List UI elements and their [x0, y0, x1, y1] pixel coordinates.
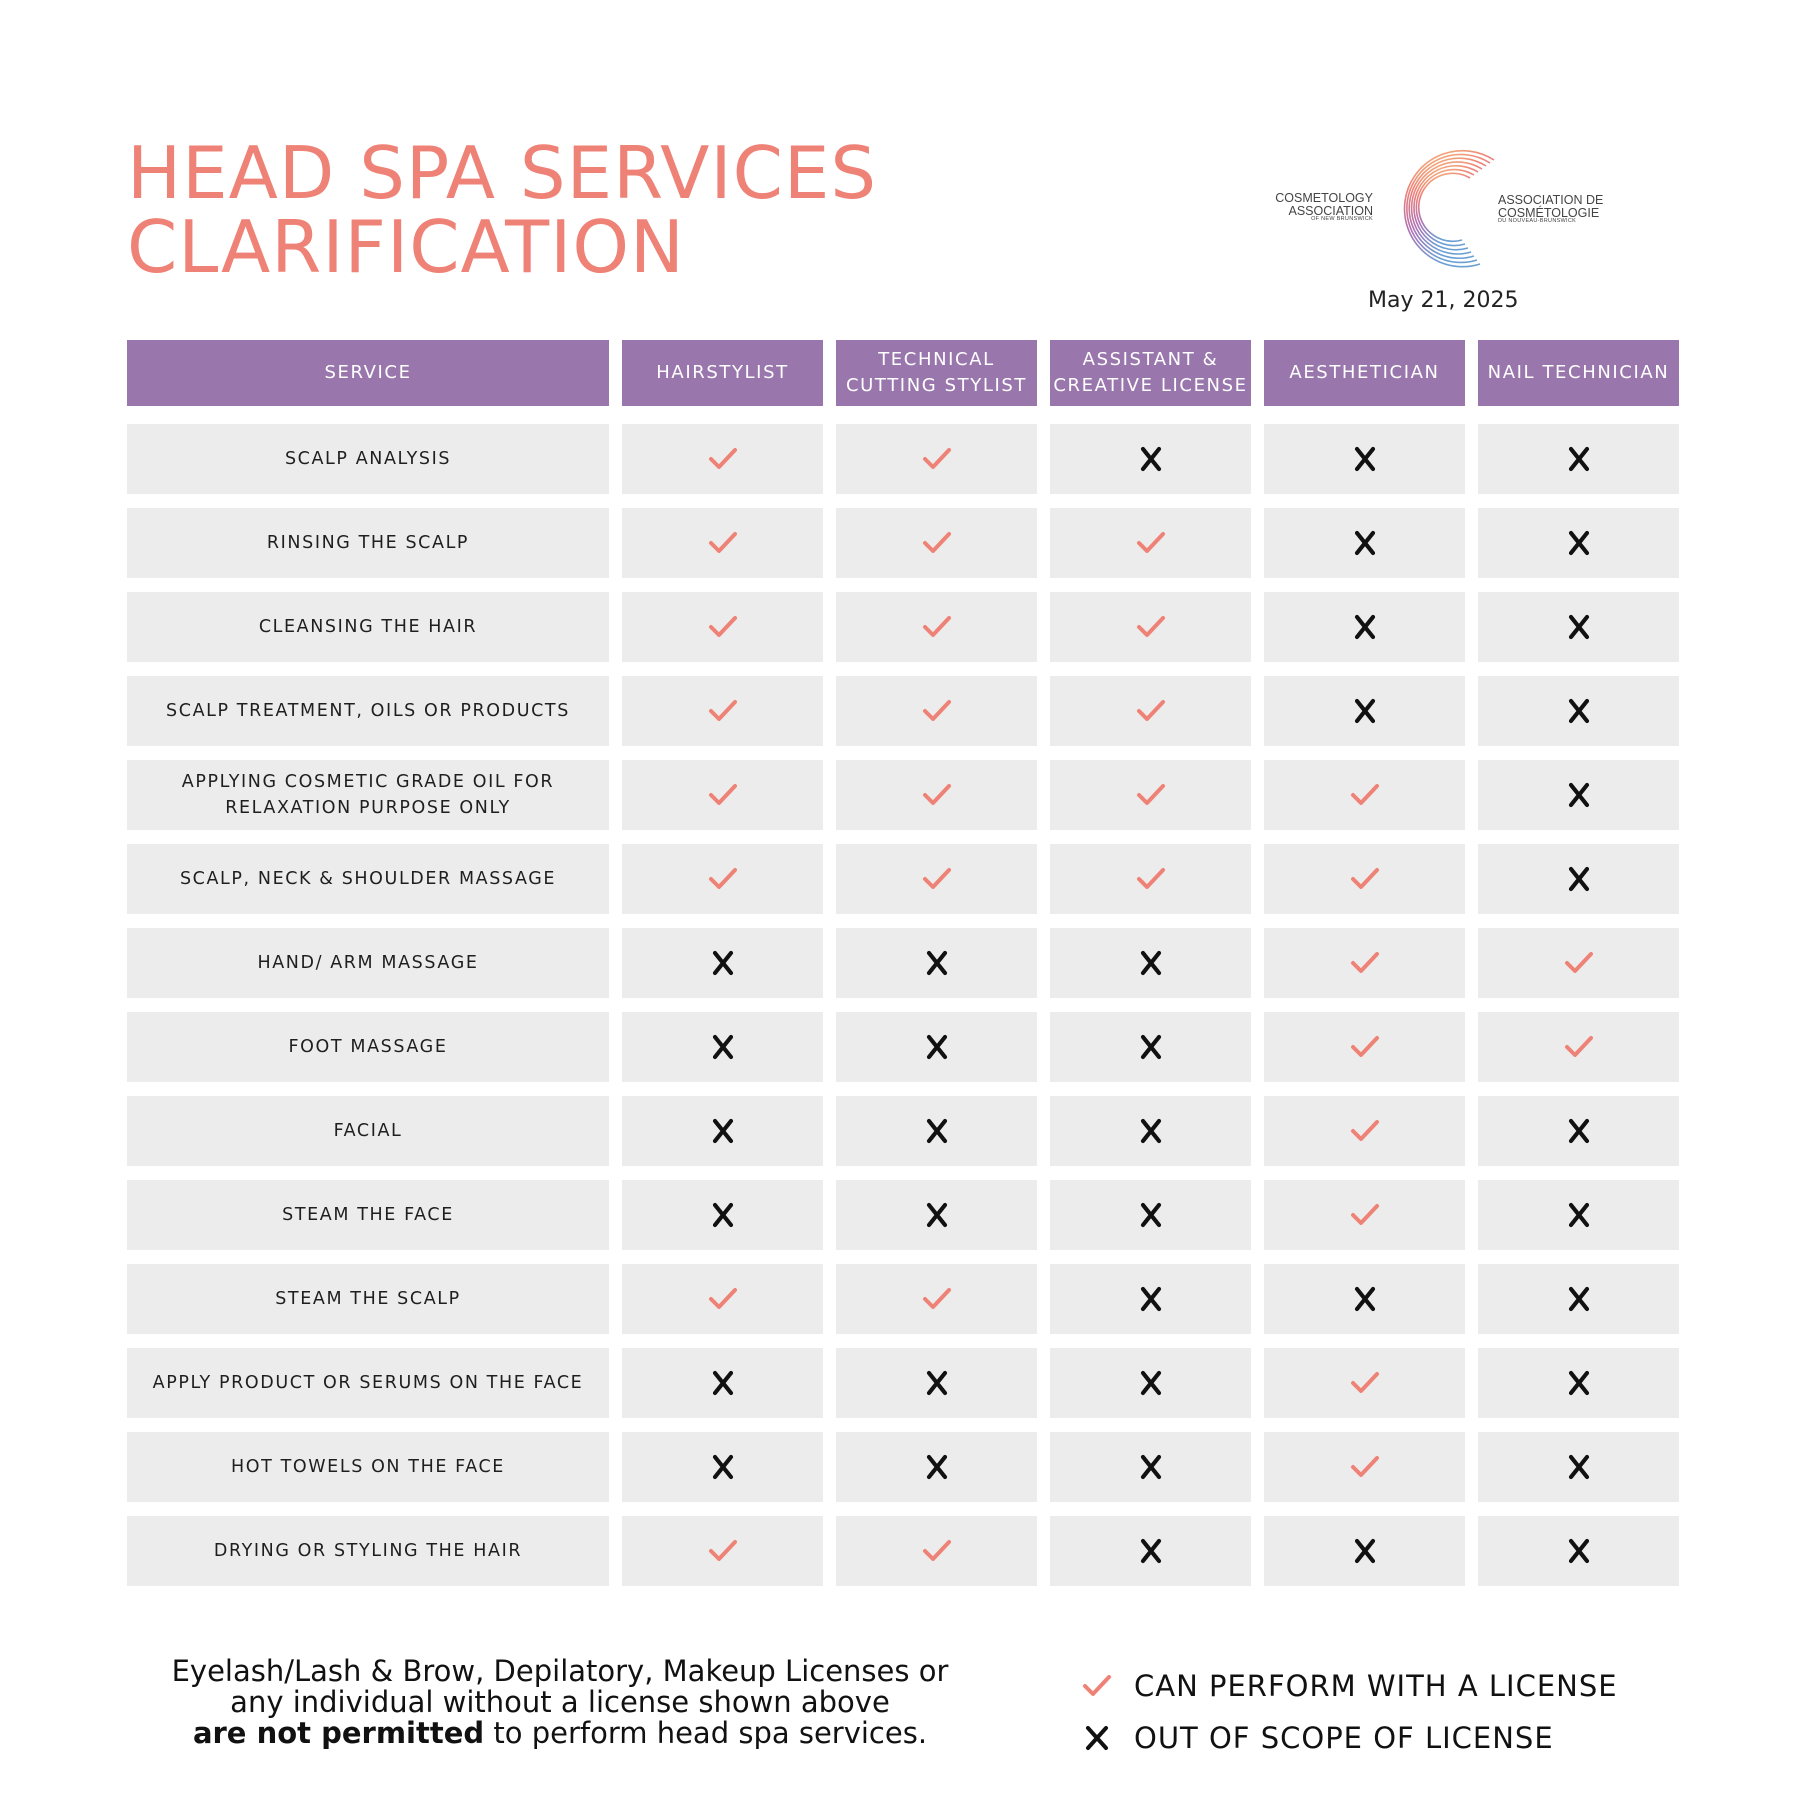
service-label: STEAM THE SCALP	[275, 1289, 461, 1309]
cross-icon	[1135, 1537, 1167, 1565]
permission-cell-assistant-creative-license	[1050, 1516, 1251, 1586]
logo-english-text	[1275, 192, 1373, 223]
logo-fr-line-2: COSMÉTOLOGIE	[1498, 205, 1600, 220]
check-icon	[707, 697, 739, 725]
cross-icon	[1563, 1369, 1595, 1397]
logo-en-line-2: ASSOCIATION	[1288, 203, 1373, 218]
service-label: CLEANSING THE HAIR	[258, 617, 478, 637]
permission-cell-hairstylist	[622, 1432, 823, 1502]
permission-cell-hairstylist	[622, 1180, 823, 1250]
check-icon	[1135, 865, 1167, 893]
permission-cell-hairstylist	[622, 844, 823, 914]
cross-icon	[1349, 445, 1381, 473]
cross-icon	[1135, 1201, 1167, 1229]
cross-icon	[921, 1201, 953, 1229]
service-label: HAND/ ARM MASSAGE	[257, 953, 479, 973]
permission-cell-technical-cutting-stylist	[836, 844, 1037, 914]
cross-icon	[1349, 697, 1381, 725]
permission-cell-technical-cutting-stylist	[836, 1516, 1037, 1586]
check-icon	[1349, 1033, 1381, 1061]
check-icon	[1135, 697, 1167, 725]
cross-icon	[1563, 1285, 1595, 1313]
service-label: SCALP ANALYSIS	[284, 449, 452, 469]
cross-icon	[707, 1117, 739, 1145]
logo-en-line-3: OF NEW BRUNSWICK	[1311, 216, 1373, 222]
permission-cell-assistant-creative-license	[1050, 844, 1251, 914]
check-icon	[921, 529, 953, 557]
check-icon	[1349, 1369, 1381, 1397]
check-icon	[921, 613, 953, 641]
logo-en-line-1: COSMETOLOGY	[1275, 191, 1373, 205]
logo-fr-line-1: ASSOCIATION DE	[1498, 193, 1604, 207]
cross-icon	[921, 949, 953, 977]
check-icon	[921, 697, 953, 725]
cross-icon	[707, 1369, 739, 1397]
check-icon	[1563, 949, 1595, 977]
cross-icon	[1135, 1369, 1167, 1397]
service-cell	[127, 508, 609, 578]
permission-cell-technical-cutting-stylist	[836, 1432, 1037, 1502]
service-label: HOT TOWELS ON THE FACE	[231, 1457, 505, 1477]
cross-icon	[1349, 613, 1381, 641]
check-icon	[707, 781, 739, 809]
page-title	[127, 131, 878, 289]
permission-cell-assistant-creative-license	[1050, 508, 1251, 578]
permission-cell-nail-technician	[1478, 508, 1679, 578]
check-icon	[921, 1285, 953, 1313]
permission-cell-assistant-creative-license	[1050, 1180, 1251, 1250]
permission-cell-technical-cutting-stylist	[836, 1012, 1037, 1082]
permission-cell-nail-technician	[1478, 676, 1679, 746]
check-icon	[707, 865, 739, 893]
cross-icon	[707, 949, 739, 977]
permission-cell-assistant-creative-license	[1050, 424, 1251, 494]
permission-cell-aesthetician	[1264, 1432, 1465, 1502]
service-cell	[127, 1432, 609, 1502]
cross-icon	[1135, 1285, 1167, 1313]
permission-cell-hairstylist	[622, 1516, 823, 1586]
column-header-technical-cutting-stylist: TECHNICAL CUTTING STYLIST	[836, 340, 1037, 406]
footer-line-1: Eyelash/Lash & Brow, Depilatory, Makeup Licenses or	[171, 1654, 949, 1688]
logo-arc-icon	[1384, 136, 1496, 270]
association-logo	[1268, 136, 1618, 276]
logo-french-text	[1498, 194, 1603, 225]
permission-cell-technical-cutting-stylist	[836, 424, 1037, 494]
footer-line-3-rest: to perform head spa services.	[484, 1716, 928, 1750]
footer-bold-text: are not permitted	[192, 1716, 485, 1750]
service-label: SCALP, NECK & SHOULDER MASSAGE	[179, 869, 557, 889]
legend-item-cross	[1082, 1712, 1618, 1764]
permission-cell-assistant-creative-license	[1050, 1264, 1251, 1334]
permission-cell-nail-technician	[1478, 592, 1679, 662]
permission-cell-aesthetician	[1264, 1180, 1465, 1250]
cross-icon	[707, 1033, 739, 1061]
service-cell	[127, 1516, 609, 1586]
permission-cell-hairstylist	[622, 592, 823, 662]
legend-cross-label: OUT OF SCOPE OF LICENSE	[1134, 1721, 1554, 1755]
legend-item-check	[1082, 1660, 1618, 1712]
column-header-hairstylist: HAIRSTYLIST	[622, 340, 823, 406]
column-header-aesthetician: AESTHETICIAN	[1264, 340, 1465, 406]
service-label: APPLY PRODUCT OR SERUMS ON THE FACE	[152, 1373, 584, 1393]
cross-icon	[1135, 949, 1167, 977]
permission-cell-hairstylist	[622, 676, 823, 746]
permission-cell-technical-cutting-stylist	[836, 1180, 1037, 1250]
check-icon	[1349, 1453, 1381, 1481]
check-icon	[1349, 1201, 1381, 1229]
permission-cell-nail-technician	[1478, 760, 1679, 830]
cross-icon	[1563, 445, 1595, 473]
legend-check-label: CAN PERFORM WITH A LICENSE	[1134, 1669, 1618, 1703]
permission-cell-hairstylist	[622, 1012, 823, 1082]
cross-icon	[921, 1117, 953, 1145]
cross-icon	[1563, 613, 1595, 641]
permission-cell-aesthetician	[1264, 760, 1465, 830]
cross-icon	[1563, 1453, 1595, 1481]
permission-cell-technical-cutting-stylist	[836, 508, 1037, 578]
check-icon	[921, 781, 953, 809]
check-icon	[1135, 781, 1167, 809]
legend	[1082, 1660, 1618, 1764]
footer-note	[140, 1656, 980, 1749]
permission-cell-hairstylist	[622, 1096, 823, 1166]
service-cell	[127, 760, 609, 830]
cross-icon	[1349, 1537, 1381, 1565]
cross-icon	[1082, 1725, 1112, 1751]
permission-cell-hairstylist	[622, 928, 823, 998]
footer-line-2: any individual without a license shown above	[230, 1685, 890, 1719]
permission-cell-aesthetician	[1264, 1348, 1465, 1418]
cross-icon	[1349, 1285, 1381, 1313]
service-label: FOOT MASSAGE	[288, 1037, 448, 1057]
check-icon	[921, 865, 953, 893]
permission-cell-technical-cutting-stylist	[836, 1348, 1037, 1418]
check-icon	[1135, 529, 1167, 557]
permission-cell-nail-technician	[1478, 1180, 1679, 1250]
column-header-service: SERVICE	[127, 340, 609, 406]
permission-cell-aesthetician	[1264, 928, 1465, 998]
permission-cell-aesthetician	[1264, 424, 1465, 494]
check-icon	[707, 1285, 739, 1313]
service-cell	[127, 592, 609, 662]
check-icon	[707, 1537, 739, 1565]
service-cell	[127, 1264, 609, 1334]
permission-cell-aesthetician	[1264, 1012, 1465, 1082]
service-label: FACIAL	[333, 1121, 403, 1141]
service-cell	[127, 1180, 609, 1250]
permission-cell-assistant-creative-license	[1050, 1432, 1251, 1502]
permission-cell-aesthetician	[1264, 508, 1465, 578]
logo-fr-line-3: DU NOUVEAU-BRUNSWICK	[1498, 218, 1577, 224]
cross-icon	[1563, 697, 1595, 725]
permission-cell-aesthetician	[1264, 1516, 1465, 1586]
title-line-2: CLARIFICATION	[127, 205, 685, 289]
check-icon	[1349, 1117, 1381, 1145]
service-cell	[127, 844, 609, 914]
cross-icon	[707, 1201, 739, 1229]
cross-icon	[1563, 1117, 1595, 1145]
services-table	[127, 340, 1685, 1596]
permission-cell-nail-technician	[1478, 844, 1679, 914]
permission-cell-aesthetician	[1264, 592, 1465, 662]
service-label: STEAM THE FACE	[282, 1205, 454, 1225]
permission-cell-assistant-creative-license	[1050, 760, 1251, 830]
cross-icon	[707, 1453, 739, 1481]
cross-icon	[921, 1369, 953, 1397]
service-label: DRYING OR STYLING THE HAIR	[213, 1541, 523, 1561]
cross-icon	[921, 1453, 953, 1481]
column-header-nail-technician: NAIL TECHNICIAN	[1478, 340, 1679, 406]
permission-cell-aesthetician	[1264, 844, 1465, 914]
service-label: RINSING THE SCALP	[266, 533, 470, 553]
document-date: May 21, 2025	[1368, 288, 1519, 313]
check-icon	[1349, 949, 1381, 977]
permission-cell-hairstylist	[622, 760, 823, 830]
check-icon	[1563, 1033, 1595, 1061]
permission-cell-hairstylist	[622, 508, 823, 578]
service-label: APPLYING COSMETIC GRADE OIL FOR RELAXATION PURPOSE ONLY	[181, 772, 555, 818]
permission-cell-assistant-creative-license	[1050, 1012, 1251, 1082]
permission-cell-assistant-creative-license	[1050, 1096, 1251, 1166]
permission-cell-hairstylist	[622, 424, 823, 494]
check-icon	[1349, 781, 1381, 809]
footer-line-3	[140, 1718, 980, 1749]
service-cell	[127, 1012, 609, 1082]
permission-cell-nail-technician	[1478, 1348, 1679, 1418]
service-cell	[127, 1096, 609, 1166]
permission-cell-nail-technician	[1478, 928, 1679, 998]
permission-cell-aesthetician	[1264, 1096, 1465, 1166]
cross-icon	[1349, 529, 1381, 557]
column-header-assistant-creative-license: ASSISTANT & CREATIVE LICENSE	[1050, 340, 1251, 406]
permission-cell-nail-technician	[1478, 1432, 1679, 1502]
permission-cell-hairstylist	[622, 1264, 823, 1334]
service-cell	[127, 676, 609, 746]
permission-cell-nail-technician	[1478, 424, 1679, 494]
permission-cell-nail-technician	[1478, 1264, 1679, 1334]
cross-icon	[921, 1033, 953, 1061]
permission-cell-nail-technician	[1478, 1096, 1679, 1166]
cross-icon	[1563, 529, 1595, 557]
permission-cell-aesthetician	[1264, 676, 1465, 746]
permission-cell-technical-cutting-stylist	[836, 592, 1037, 662]
permission-cell-technical-cutting-stylist	[836, 928, 1037, 998]
service-label: SCALP TREATMENT, OILS OR PRODUCTS	[166, 701, 570, 721]
check-icon	[707, 613, 739, 641]
permission-cell-assistant-creative-license	[1050, 592, 1251, 662]
cross-icon	[1563, 1201, 1595, 1229]
cross-icon	[1563, 1537, 1595, 1565]
permission-cell-hairstylist	[622, 1348, 823, 1418]
cross-icon	[1135, 1117, 1167, 1145]
title-line-1: HEAD SPA SERVICES	[127, 131, 878, 215]
check-icon	[921, 445, 953, 473]
permission-cell-nail-technician	[1478, 1012, 1679, 1082]
check-icon	[707, 529, 739, 557]
service-cell	[127, 928, 609, 998]
permission-cell-assistant-creative-license	[1050, 928, 1251, 998]
permission-cell-technical-cutting-stylist	[836, 1264, 1037, 1334]
check-icon	[921, 1537, 953, 1565]
permission-cell-technical-cutting-stylist	[836, 676, 1037, 746]
cross-icon	[1135, 1033, 1167, 1061]
cross-icon	[1135, 1453, 1167, 1481]
permission-cell-assistant-creative-license	[1050, 676, 1251, 746]
cross-icon	[1563, 781, 1595, 809]
permission-cell-technical-cutting-stylist	[836, 760, 1037, 830]
check-icon	[1349, 865, 1381, 893]
cross-icon	[1135, 445, 1167, 473]
check-icon	[707, 445, 739, 473]
check-icon	[1082, 1673, 1112, 1699]
check-icon	[1135, 613, 1167, 641]
cross-icon	[1563, 865, 1595, 893]
permission-cell-aesthetician	[1264, 1264, 1465, 1334]
service-cell	[127, 1348, 609, 1418]
permission-cell-technical-cutting-stylist	[836, 1096, 1037, 1166]
permission-cell-nail-technician	[1478, 1516, 1679, 1586]
permission-cell-assistant-creative-license	[1050, 1348, 1251, 1418]
service-cell	[127, 424, 609, 494]
